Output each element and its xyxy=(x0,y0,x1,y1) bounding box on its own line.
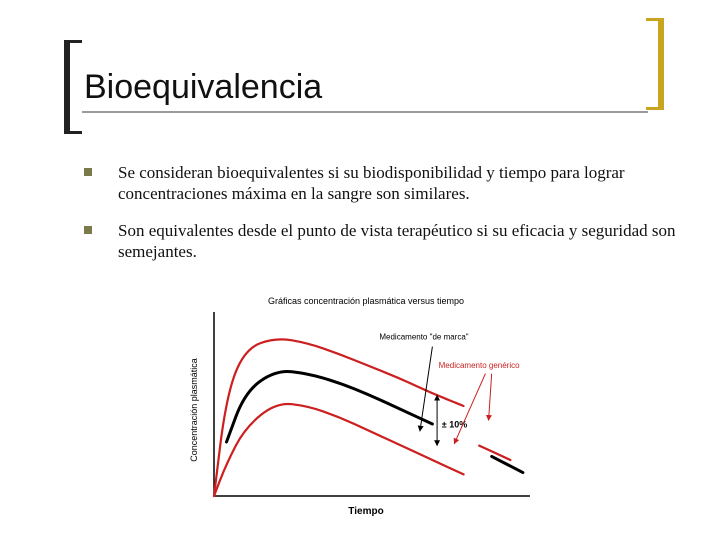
annotation-label-0: Medicamento "de marca" xyxy=(379,332,469,342)
bullet-list xyxy=(84,162,684,278)
square-bullet-icon xyxy=(84,226,92,234)
arrow-generic-lower xyxy=(454,374,485,444)
bullet-text: Son equivalentes desde el punto de vista terapéutico si su eficacia y seguridad son semejantes. xyxy=(118,221,676,261)
title-bracket-right xyxy=(646,18,664,110)
bullet-item xyxy=(84,220,684,262)
annotation-label-1: Medicamento genérico xyxy=(438,361,520,371)
square-bullet-icon xyxy=(84,168,92,176)
chart-svg xyxy=(186,292,548,522)
chart-title: Gráficas concentración plasmática versus tiempo xyxy=(267,296,465,306)
series-line-1 xyxy=(227,372,433,442)
series-line-2 xyxy=(214,404,464,496)
title-bracket-left xyxy=(64,40,82,134)
pk-chart xyxy=(186,292,548,522)
title-underline xyxy=(82,111,648,113)
slide-title: Bioequivalencia xyxy=(84,68,323,106)
x-axis-label: Tiempo xyxy=(348,506,384,517)
y-axis-label: Concentración plasmática xyxy=(189,358,199,462)
arrow-generic-upper xyxy=(489,374,492,421)
annotation-label-2: ± 10% xyxy=(441,419,468,430)
bullet-item xyxy=(84,162,684,204)
bullet-text: Se consideran bioequivalentes si su biodisponibilidad y tiempo para lograr concentraciones máxima en la sangre son similares. xyxy=(118,163,625,203)
